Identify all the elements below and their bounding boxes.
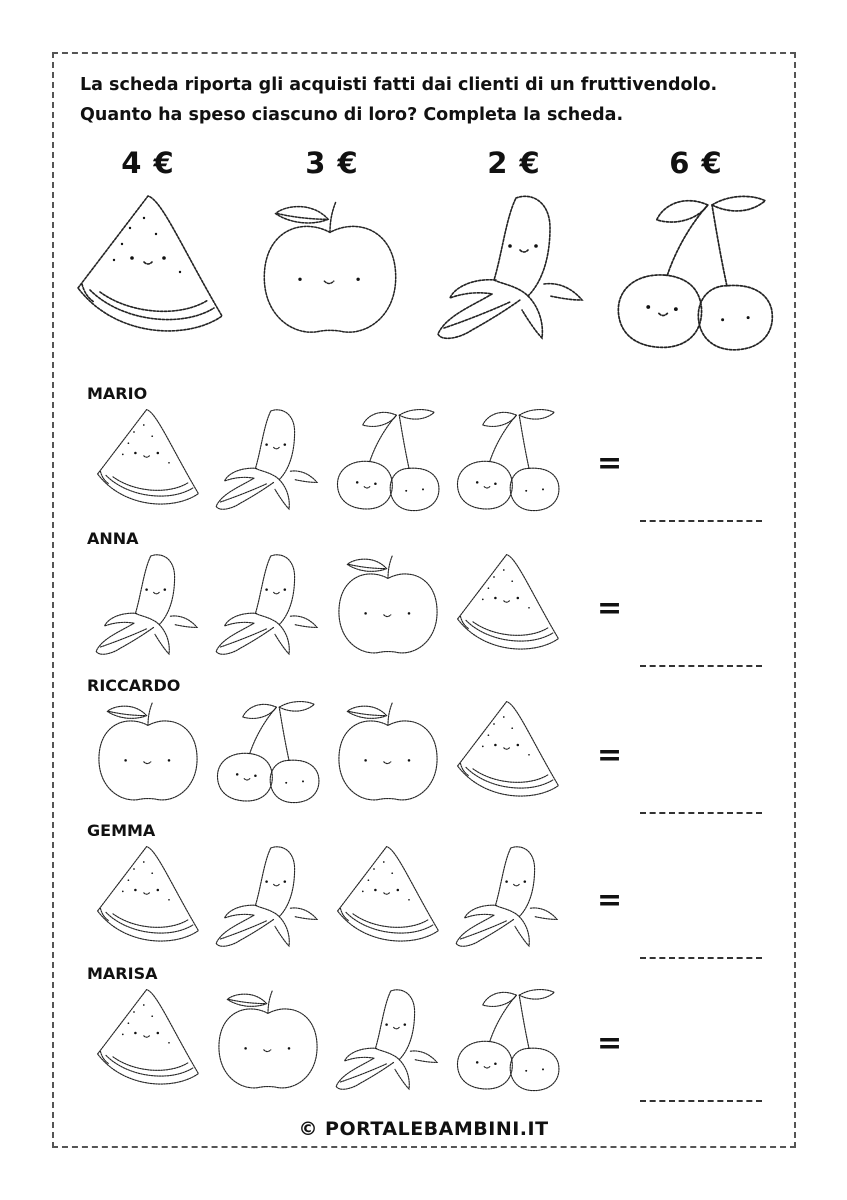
answer-blank[interactable] xyxy=(640,812,762,814)
apple-icon xyxy=(92,696,204,808)
watermelon-icon xyxy=(70,188,230,348)
equals-sign: = xyxy=(597,591,623,626)
cherries-icon xyxy=(332,404,444,516)
answer-blank[interactable] xyxy=(640,1100,762,1102)
customer-name: RICCARDO xyxy=(87,676,181,695)
apple-icon xyxy=(255,188,405,348)
customer-name: GEMMA xyxy=(87,821,156,840)
cherries-icon xyxy=(212,696,324,808)
watermelon-icon xyxy=(92,404,204,516)
banana-icon xyxy=(332,984,444,1096)
banana-icon xyxy=(212,549,324,661)
equals-sign: = xyxy=(597,1026,623,1061)
answer-blank[interactable] xyxy=(640,665,762,667)
banana-icon xyxy=(212,404,324,516)
apple-icon xyxy=(332,696,444,808)
equals-sign: = xyxy=(597,738,623,773)
price-watermelon: 4 € xyxy=(121,146,175,180)
answer-blank[interactable] xyxy=(640,520,762,522)
customer-name: MARISA xyxy=(87,964,158,983)
equals-sign: = xyxy=(597,446,623,481)
apple-icon xyxy=(332,549,444,661)
watermelon-icon xyxy=(332,841,444,953)
watermelon-icon xyxy=(92,984,204,1096)
answer-blank[interactable] xyxy=(640,957,762,959)
cherries-icon xyxy=(452,984,564,1096)
watermelon-icon xyxy=(452,549,564,661)
price-banana: 2 € xyxy=(487,146,541,180)
customer-name: MARIO xyxy=(87,384,148,403)
price-cherries: 6 € xyxy=(669,146,723,180)
footer-copyright: © PORTALEBAMBINI.IT xyxy=(298,1118,549,1140)
cherries-icon xyxy=(610,188,780,358)
banana-icon xyxy=(432,188,592,348)
instructions xyxy=(80,70,780,130)
banana-icon xyxy=(452,841,564,953)
equals-sign: = xyxy=(597,883,623,918)
instructions-line-1: La scheda riporta gli acquisti fatti dai clienti di un fruttivendolo. xyxy=(80,75,718,95)
banana-icon xyxy=(212,841,324,953)
customer-name: ANNA xyxy=(87,529,139,548)
watermelon-icon xyxy=(92,841,204,953)
apple-icon xyxy=(212,984,324,1096)
price-apple: 3 € xyxy=(305,146,359,180)
cherries-icon xyxy=(452,404,564,516)
instructions-line-2: Quanto ha speso ciascuno di loro? Completa la scheda. xyxy=(80,105,624,125)
watermelon-icon xyxy=(452,696,564,808)
banana-icon xyxy=(92,549,204,661)
